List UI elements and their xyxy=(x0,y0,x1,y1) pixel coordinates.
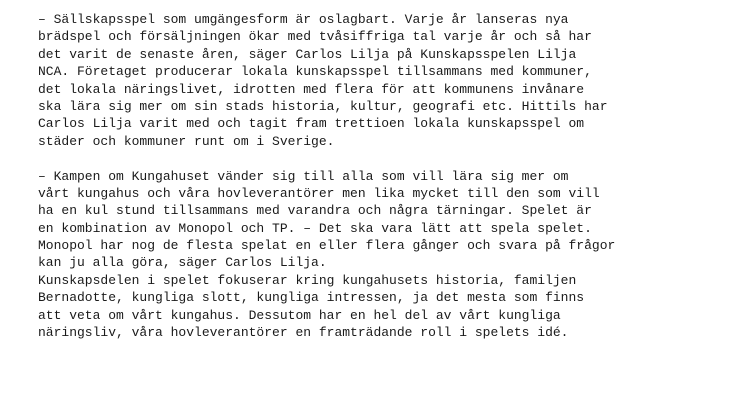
text-line: – Kampen om Kungahuset vänder sig till alla som vill lära sig mer om xyxy=(38,168,569,184)
paragraph-2 xyxy=(38,168,738,342)
text-line: – Sällskapsspel som umgängesform är oslagbart. Varje år lanseras nya xyxy=(38,12,569,27)
text-line: det lokala näringslivet, idrotten med flera för att kommunens invånare xyxy=(38,81,585,97)
text-line: att veta om vårt kungahus. Dessutom har en hel del av vårt kungliga xyxy=(38,307,561,323)
text-line: Kunskapsdelen i spelet fokuserar kring kungahusets historia, familjen xyxy=(38,272,577,288)
text-line: Carlos Lilja varit med och tagit fram trettioen lokala kunskapsspel om xyxy=(38,116,585,132)
text-line: ska lära sig mer om sin stads historia, kultur, geografi etc. Hittils har xyxy=(38,98,608,114)
text-line: städer och kommuner runt om i Sverige. xyxy=(38,133,335,149)
paragraph-1 xyxy=(38,11,738,150)
text-line: vårt kungahus och våra hovleverantörer men lika mycket till den som vill xyxy=(38,185,600,201)
text-line: kan ju alla göra, säger Carlos Lilja. xyxy=(38,255,327,271)
text-line: det varit de senaste åren, säger Carlos Lilja på Kunskapsspelen Lilja xyxy=(38,46,577,62)
text-line: näringsliv, våra hovleverantörer en framträdande roll i spelets idé. xyxy=(38,325,569,341)
text-line: Bernadotte, kungliga slott, kungliga intressen, ja det mesta som finns xyxy=(38,290,585,306)
document-body xyxy=(38,11,738,341)
text-line: Monopol har nog de flesta spelat en eller flera gånger och svara på frågor xyxy=(38,238,616,254)
text-line: en kombination av Monopol och TP. – Det ska vara lätt att spela spelet. xyxy=(38,220,592,236)
text-line: brädspel och försäljningen ökar med tvåsiffriga tal varje år och så har xyxy=(38,29,592,45)
text-line: NCA. Företaget producerar lokala kunskapsspel tillsammans med kommuner, xyxy=(38,64,592,80)
text-line: ha en kul stund tillsammans med varandra och några tärningar. Spelet är xyxy=(38,203,592,219)
